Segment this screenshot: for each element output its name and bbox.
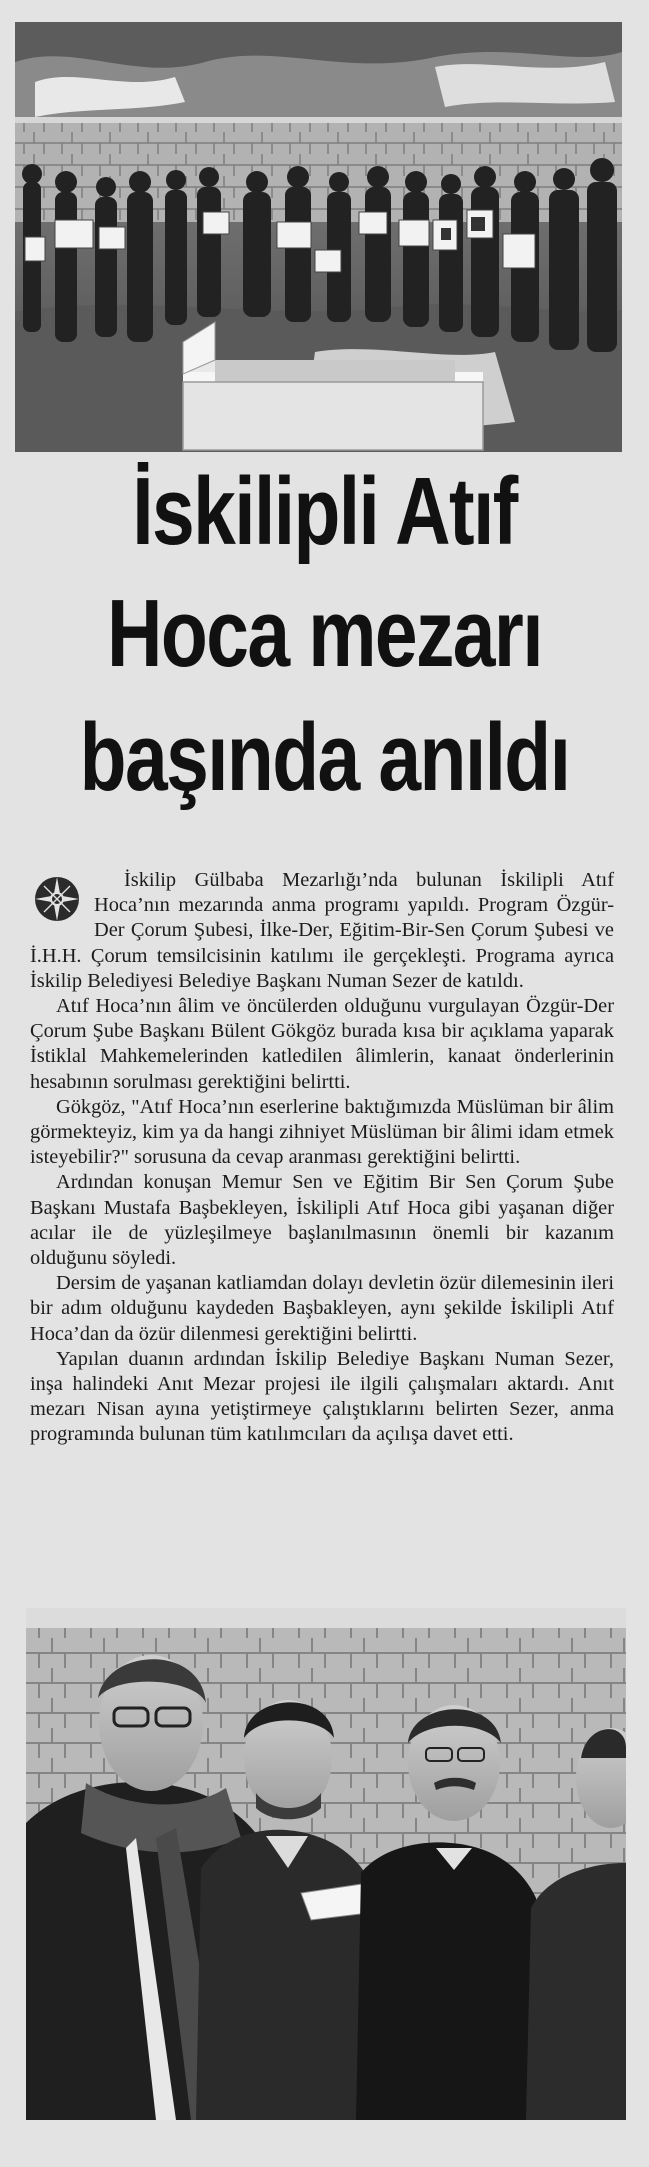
- officials-portrait-photo: [26, 1608, 626, 2120]
- article-paragraph-5: Dersim de yaşanan katliamdan dolayı devletin özür dilemesinin ileri bir adım olduğunu kaydeden Başbakleyen, aynı şekilde İskilipli Atıf Hoca’dan da özür dilenmesi gerektiğini belirtti.: [30, 1272, 614, 1345]
- headline: [0, 454, 649, 811]
- headline-line-1: İskilipli Atıf: [132, 458, 517, 565]
- article-paragraph-1: [30, 868, 614, 994]
- headline-line-2: Hoca mezarı: [107, 580, 542, 687]
- memorial-crowd-photo: [15, 22, 622, 452]
- newspaper-logo-icon: [30, 872, 84, 926]
- newspaper-logo-icon-glyph: [30, 872, 84, 926]
- headline-line-3: başında anıldı: [79, 704, 570, 811]
- officials-portrait-photo-image: [26, 1608, 626, 2120]
- memorial-crowd-photo-image: [15, 22, 622, 452]
- article-paragraph-3: Gökgöz, "Atıf Hoca’nın eserlerine baktığımızda Müslüman bir âlim görmekteyiz, kim ya da hangi zihniyet Müslüman bir âlimi idam etmek isteyebilir?" sorusuna da cevap aranması gerektiğini belirtti.: [30, 1095, 614, 1169]
- article-paragraph-6: Yapılan duanın ardından İskilip Belediye Başkanı Numan Sezer, inşa halindeki Anıt Mezar projesi ile ilgili çalışmaları aktardı. Anıt mezarı Nisan ayına yetiştirmeye çalıştıklarını belirten Sezer, anma programında bulunan tüm katılımcıları da açılışa davet etti.: [30, 1347, 614, 1446]
- article-paragraph-1-text: İskilip Gülbaba Mezarlığı’nda bulunan İskilipli Atıf Hoca’nın mezarında anma programı yapıldı. Program Özgür-Der Çorum Şubesi, İlke-Der, Eğitim-Bir-Sen Çorum Şubesi ve İ.H.H. Çorum temsilcisinin katılımı ile gerçekleşti. Programa ayrıca İskilip Belediyesi Belediye Başkanı Numan Sezer de katıldı.: [30, 869, 614, 992]
- article-body: [30, 868, 614, 1448]
- article-paragraph-2: Atıf Hoca’nın âlim ve öncülerden olduğunu vurgulayan Özgür-Der Çorum Şube Başkanı Bülent Gökgöz burada kısa bir açıklama yaparak İstiklal Mahkemelerinden katledilen âlimlerin, kanaat önderlerinin hesabının sorulması gerektiğini belirtti.: [30, 995, 614, 1093]
- article-paragraph-4: Ardından konuşan Memur Sen ve Eğitim Bir Sen Çorum Şube Başkanı Mustafa Başbekleyen, İskilipli Atıf Hoca gibi yaşanan diğer acılar ile de yüzleşilmeye başlanılmasının önemli bir kazanım olduğunu söyledi.: [30, 1171, 614, 1270]
